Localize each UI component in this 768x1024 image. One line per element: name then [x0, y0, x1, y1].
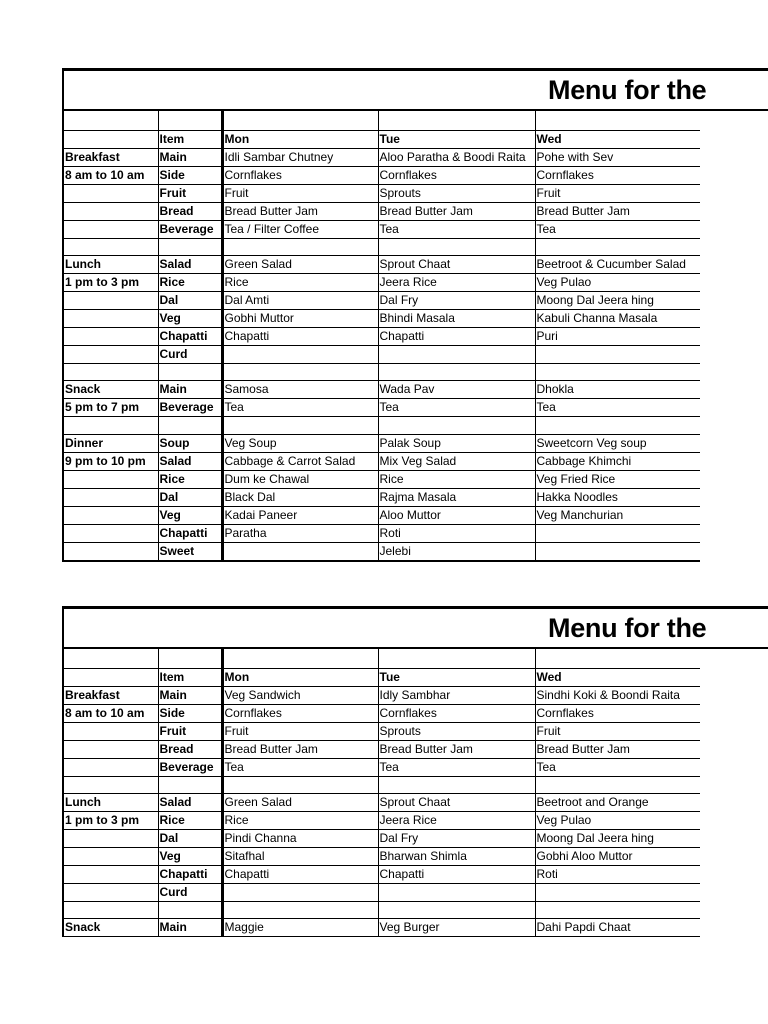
- item-cell: Soup: [158, 434, 222, 452]
- wed-cell: Veg Pulao: [535, 811, 700, 829]
- tue-cell: Roti: [378, 524, 535, 542]
- meal-cell: [64, 417, 158, 434]
- wed-cell: Sweetcorn Veg soup: [535, 434, 700, 452]
- item-cell: Main: [158, 919, 222, 937]
- meal-cell: [64, 883, 158, 901]
- tue-cell: Dal Fry: [378, 291, 535, 309]
- menu-title-row: [64, 71, 768, 111]
- item-cell: Veg: [158, 309, 222, 327]
- header-row: [64, 668, 700, 686]
- table-row: [64, 722, 700, 740]
- meal-cell: 8 am to 10 am: [64, 166, 158, 184]
- item-cell: Bread: [158, 202, 222, 220]
- item-cell: [158, 901, 222, 918]
- meal-cell: Snack: [64, 919, 158, 937]
- mon-cell: Cornflakes: [222, 166, 378, 184]
- table-row: [64, 542, 700, 561]
- tue-cell: Tea: [378, 758, 535, 776]
- table-row: [64, 417, 700, 434]
- meal-cell: [64, 291, 158, 309]
- table-row: [64, 847, 700, 865]
- meal-cell: Breakfast: [64, 148, 158, 166]
- table-row: [64, 740, 700, 758]
- wed-cell: Hakka Noodles: [535, 488, 700, 506]
- item-cell: Curd: [158, 883, 222, 901]
- tue-cell: Mix Veg Salad: [378, 452, 535, 470]
- empty-cell: [158, 649, 222, 668]
- meal-cell: [64, 901, 158, 918]
- menu-title: Menu for the: [548, 613, 707, 643]
- table-row: [64, 758, 700, 776]
- tue-cell: Aloo Paratha & Boodi Raita: [378, 148, 535, 166]
- meal-cell: [64, 470, 158, 488]
- table-row: [64, 488, 700, 506]
- wed-cell: Gobhi Aloo Muttor: [535, 847, 700, 865]
- wed-cell: Fruit: [535, 722, 700, 740]
- mon-cell: Cabbage & Carrot Salad: [222, 452, 378, 470]
- meal-cell: [64, 722, 158, 740]
- table-row: [64, 452, 700, 470]
- meal-cell: 8 am to 10 am: [64, 704, 158, 722]
- table-row: [64, 793, 700, 811]
- item-cell: Curd: [158, 345, 222, 363]
- wed-cell: Roti: [535, 865, 700, 883]
- header-cell: Wed: [535, 130, 700, 148]
- item-cell: Main: [158, 148, 222, 166]
- item-cell: Salad: [158, 793, 222, 811]
- header-cell: [64, 668, 158, 686]
- mon-cell: Tea: [222, 399, 378, 417]
- wed-cell: Bread Butter Jam: [535, 202, 700, 220]
- table-row: [64, 919, 700, 937]
- header-cell: Mon: [222, 668, 378, 686]
- mon-cell: Maggie: [222, 919, 378, 937]
- mon-cell: [222, 542, 378, 561]
- mon-cell: [222, 345, 378, 363]
- meal-cell: [64, 524, 158, 542]
- empty-cell: [378, 111, 535, 130]
- wed-cell: [535, 345, 700, 363]
- empty-cell: [64, 111, 158, 130]
- wed-cell: Tea: [535, 758, 700, 776]
- mon-cell: [222, 238, 378, 255]
- empty-cell: [535, 649, 700, 668]
- wed-cell: [535, 901, 700, 918]
- tue-cell: Sprout Chaat: [378, 255, 535, 273]
- wed-cell: Beetroot and Orange: [535, 793, 700, 811]
- table-row: [64, 184, 700, 202]
- item-cell: Dal: [158, 291, 222, 309]
- meal-cell: 9 pm to 10 pm: [64, 452, 158, 470]
- wed-cell: Veg Fried Rice: [535, 470, 700, 488]
- tue-cell: Chapatti: [378, 327, 535, 345]
- meal-cell: Lunch: [64, 793, 158, 811]
- table-row: [64, 363, 700, 380]
- tue-cell: [378, 883, 535, 901]
- item-cell: Bread: [158, 740, 222, 758]
- table-row: [64, 470, 700, 488]
- table-row: [64, 829, 700, 847]
- table-row: [64, 238, 700, 255]
- mon-cell: Green Salad: [222, 793, 378, 811]
- table-row: [64, 166, 700, 184]
- header-row: [64, 130, 700, 148]
- item-cell: Chapatti: [158, 865, 222, 883]
- spacer-row: [64, 649, 700, 668]
- tue-cell: Bread Butter Jam: [378, 202, 535, 220]
- mon-cell: Bread Butter Jam: [222, 202, 378, 220]
- tue-cell: Palak Soup: [378, 434, 535, 452]
- mon-cell: Kadai Paneer: [222, 506, 378, 524]
- mon-cell: Tea: [222, 758, 378, 776]
- mon-cell: Dum ke Chawal: [222, 470, 378, 488]
- tue-cell: Tea: [378, 220, 535, 238]
- mon-cell: Bread Butter Jam: [222, 740, 378, 758]
- mon-cell: Black Dal: [222, 488, 378, 506]
- table-row: [64, 776, 700, 793]
- meal-cell: [64, 345, 158, 363]
- item-cell: Rice: [158, 811, 222, 829]
- meal-cell: 1 pm to 3 pm: [64, 811, 158, 829]
- menu-table: [64, 111, 700, 562]
- mon-cell: [222, 776, 378, 793]
- meal-cell: [64, 506, 158, 524]
- meal-cell: [64, 847, 158, 865]
- tue-cell: Sprouts: [378, 722, 535, 740]
- item-cell: Beverage: [158, 399, 222, 417]
- meal-cell: [64, 829, 158, 847]
- meal-cell: 5 pm to 7 pm: [64, 399, 158, 417]
- menu-title: Menu for the: [548, 75, 707, 105]
- mon-cell: Fruit: [222, 184, 378, 202]
- tue-cell: [378, 417, 535, 434]
- meal-cell: Dinner: [64, 434, 158, 452]
- mon-cell: Veg Sandwich: [222, 686, 378, 704]
- meal-cell: [64, 202, 158, 220]
- item-cell: Veg: [158, 506, 222, 524]
- table-row: [64, 524, 700, 542]
- item-cell: Rice: [158, 470, 222, 488]
- meal-cell: 1 pm to 3 pm: [64, 273, 158, 291]
- tue-cell: Aloo Muttor: [378, 506, 535, 524]
- mon-cell: Veg Soup: [222, 434, 378, 452]
- wed-cell: Bread Butter Jam: [535, 740, 700, 758]
- mon-cell: [222, 417, 378, 434]
- tue-cell: Veg Burger: [378, 919, 535, 937]
- wed-cell: Veg Manchurian: [535, 506, 700, 524]
- tue-cell: Rajma Masala: [378, 488, 535, 506]
- wed-cell: [535, 776, 700, 793]
- mon-cell: Sitafhal: [222, 847, 378, 865]
- table-row: [64, 434, 700, 452]
- mon-cell: [222, 363, 378, 380]
- empty-cell: [535, 111, 700, 130]
- wed-cell: Cabbage Khimchi: [535, 452, 700, 470]
- table-row: [64, 291, 700, 309]
- meal-cell: Snack: [64, 381, 158, 399]
- header-cell: Item: [158, 668, 222, 686]
- meal-cell: [64, 184, 158, 202]
- table-row: [64, 686, 700, 704]
- mon-cell: Paratha: [222, 524, 378, 542]
- tue-cell: Cornflakes: [378, 166, 535, 184]
- empty-cell: [222, 111, 378, 130]
- wed-cell: Tea: [535, 220, 700, 238]
- menu-table: [64, 649, 700, 937]
- item-cell: Chapatti: [158, 524, 222, 542]
- wed-cell: Dhokla: [535, 381, 700, 399]
- wed-cell: Kabuli Channa Masala: [535, 309, 700, 327]
- item-cell: Chapatti: [158, 327, 222, 345]
- item-cell: [158, 417, 222, 434]
- table-row: [64, 506, 700, 524]
- item-cell: Rice: [158, 273, 222, 291]
- tue-cell: Cornflakes: [378, 704, 535, 722]
- mon-cell: Rice: [222, 273, 378, 291]
- wed-cell: Dahi Papdi Chaat: [535, 919, 700, 937]
- wed-cell: Moong Dal Jeera hing: [535, 829, 700, 847]
- wed-cell: Beetroot & Cucumber Salad: [535, 255, 700, 273]
- table-row: [64, 901, 700, 918]
- mon-cell: Pindi Channa: [222, 829, 378, 847]
- wed-cell: Moong Dal Jeera hing: [535, 291, 700, 309]
- mon-cell: Rice: [222, 811, 378, 829]
- table-row: [64, 704, 700, 722]
- wed-cell: Pohe with Sev: [535, 148, 700, 166]
- meal-cell: Lunch: [64, 255, 158, 273]
- mon-cell: Tea / Filter Coffee: [222, 220, 378, 238]
- meal-cell: [64, 327, 158, 345]
- tue-cell: Sprout Chaat: [378, 793, 535, 811]
- empty-cell: [158, 111, 222, 130]
- mon-cell: Chapatti: [222, 865, 378, 883]
- meal-cell: [64, 309, 158, 327]
- tue-cell: [378, 363, 535, 380]
- wed-cell: [535, 524, 700, 542]
- tue-cell: Bhindi Masala: [378, 309, 535, 327]
- header-cell: Wed: [535, 668, 700, 686]
- wed-cell: Tea: [535, 399, 700, 417]
- meal-cell: [64, 238, 158, 255]
- wed-cell: [535, 417, 700, 434]
- table-row: [64, 327, 700, 345]
- tue-cell: Chapatti: [378, 865, 535, 883]
- meal-cell: [64, 776, 158, 793]
- item-cell: [158, 363, 222, 380]
- wed-cell: Sindhi Koki & Boondi Raita: [535, 686, 700, 704]
- wed-cell: Cornflakes: [535, 166, 700, 184]
- item-cell: [158, 238, 222, 255]
- table-row: [64, 273, 700, 291]
- menu-sheet-1: [62, 68, 768, 562]
- table-row: [64, 865, 700, 883]
- item-cell: Beverage: [158, 220, 222, 238]
- tue-cell: Bread Butter Jam: [378, 740, 535, 758]
- item-cell: Dal: [158, 829, 222, 847]
- tue-cell: Jelebi: [378, 542, 535, 561]
- item-cell: Dal: [158, 488, 222, 506]
- meal-cell: Breakfast: [64, 686, 158, 704]
- meal-cell: [64, 363, 158, 380]
- item-cell: Side: [158, 166, 222, 184]
- tue-cell: [378, 345, 535, 363]
- header-cell: Item: [158, 130, 222, 148]
- mon-cell: Chapatti: [222, 327, 378, 345]
- tue-cell: Wada Pav: [378, 381, 535, 399]
- header-cell: [64, 130, 158, 148]
- tue-cell: Jeera Rice: [378, 273, 535, 291]
- item-cell: Salad: [158, 255, 222, 273]
- table-row: [64, 811, 700, 829]
- item-cell: Veg: [158, 847, 222, 865]
- item-cell: Main: [158, 686, 222, 704]
- mon-cell: Samosa: [222, 381, 378, 399]
- empty-cell: [378, 649, 535, 668]
- wed-cell: Fruit: [535, 184, 700, 202]
- header-cell: Tue: [378, 130, 535, 148]
- mon-cell: [222, 901, 378, 918]
- spacer-row: [64, 111, 700, 130]
- meal-cell: [64, 542, 158, 561]
- item-cell: Main: [158, 381, 222, 399]
- table-row: [64, 255, 700, 273]
- wed-cell: Veg Pulao: [535, 273, 700, 291]
- meal-cell: [64, 740, 158, 758]
- wed-cell: [535, 883, 700, 901]
- empty-cell: [64, 649, 158, 668]
- item-cell: Sweet: [158, 542, 222, 561]
- tue-cell: [378, 776, 535, 793]
- item-cell: Fruit: [158, 184, 222, 202]
- header-cell: Tue: [378, 668, 535, 686]
- wed-cell: Cornflakes: [535, 704, 700, 722]
- menu-title-row: [64, 609, 768, 649]
- header-cell: Mon: [222, 130, 378, 148]
- table-row: [64, 148, 700, 166]
- tue-cell: Bharwan Shimla: [378, 847, 535, 865]
- mon-cell: Gobhi Muttor: [222, 309, 378, 327]
- table-row: [64, 399, 700, 417]
- item-cell: [158, 776, 222, 793]
- wed-cell: [535, 238, 700, 255]
- tue-cell: Sprouts: [378, 184, 535, 202]
- item-cell: Salad: [158, 452, 222, 470]
- table-row: [64, 309, 700, 327]
- tue-cell: [378, 238, 535, 255]
- item-cell: Side: [158, 704, 222, 722]
- menu-sheet-2: [62, 606, 768, 937]
- mon-cell: Cornflakes: [222, 704, 378, 722]
- mon-cell: [222, 883, 378, 901]
- mon-cell: Dal Amti: [222, 291, 378, 309]
- tue-cell: Tea: [378, 399, 535, 417]
- meal-cell: [64, 865, 158, 883]
- mon-cell: Idli Sambar Chutney: [222, 148, 378, 166]
- mon-cell: Green Salad: [222, 255, 378, 273]
- item-cell: Beverage: [158, 758, 222, 776]
- wed-cell: [535, 363, 700, 380]
- table-row: [64, 220, 700, 238]
- wed-cell: Puri: [535, 327, 700, 345]
- tue-cell: [378, 901, 535, 918]
- table-row: [64, 883, 700, 901]
- item-cell: Fruit: [158, 722, 222, 740]
- tue-cell: Rice: [378, 470, 535, 488]
- wed-cell: [535, 542, 700, 561]
- table-row: [64, 345, 700, 363]
- empty-cell: [222, 649, 378, 668]
- mon-cell: Fruit: [222, 722, 378, 740]
- table-row: [64, 381, 700, 399]
- tue-cell: Dal Fry: [378, 829, 535, 847]
- meal-cell: [64, 488, 158, 506]
- meal-cell: [64, 220, 158, 238]
- tue-cell: Idly Sambhar: [378, 686, 535, 704]
- tue-cell: Jeera Rice: [378, 811, 535, 829]
- table-row: [64, 202, 700, 220]
- meal-cell: [64, 758, 158, 776]
